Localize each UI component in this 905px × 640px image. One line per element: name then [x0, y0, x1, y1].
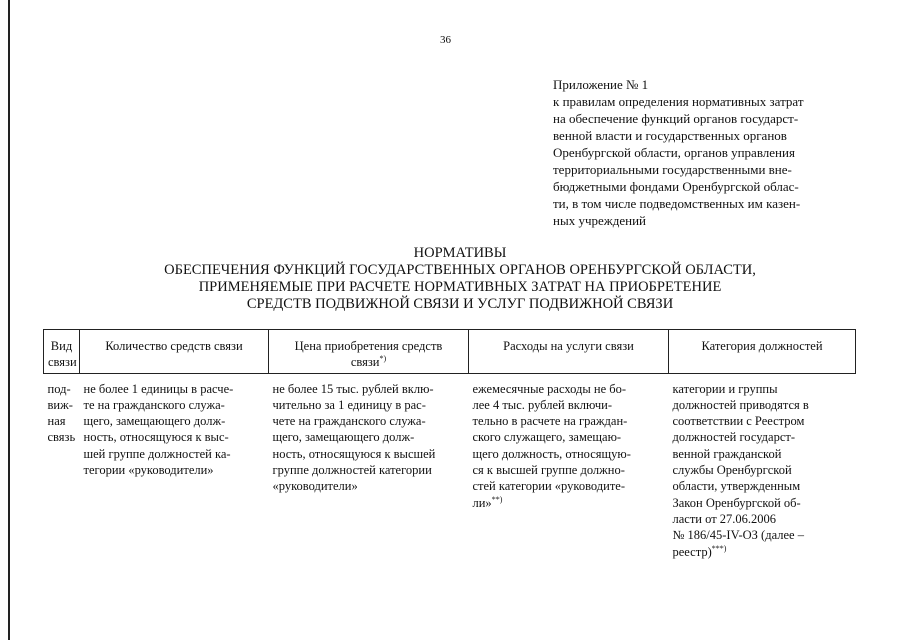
- header-price-line: связи: [350, 355, 380, 370]
- footnote-mark: **): [491, 494, 503, 504]
- appendix-line: ти, в том числе подведомственных им казен-: [553, 196, 801, 211]
- cell-line: тельно в расчете на граждан-: [472, 414, 628, 429]
- header-type-line: Вид: [50, 339, 73, 353]
- title-line: СРЕДСТВ ПОДВИЖНОЙ СВЯЗИ И УСЛУГ ПОДВИЖНОЙ СВЯЗИ: [246, 296, 674, 312]
- cell-line: должностей государст-: [672, 430, 795, 445]
- cell-line: ная: [47, 414, 66, 429]
- cell-line: ность, относящуюся к высшей: [272, 446, 436, 461]
- cell-line: Закон Оренбургской об-: [672, 495, 801, 510]
- appendix-line: территориальными государственными вне-: [553, 162, 792, 177]
- cell-line: не более 1 единицы в расче-: [83, 381, 234, 396]
- cell-line: службы Оренбургской: [672, 463, 792, 478]
- norms-table: [43, 329, 856, 560]
- appendix-line: венной власти и государственных органов: [553, 128, 787, 143]
- table-row: [44, 373, 856, 560]
- cell-line: «руководители»: [272, 479, 358, 494]
- header-price: [269, 330, 469, 374]
- cell-line: ского служащего, замещаю-: [472, 430, 622, 445]
- cell-quantity: [80, 373, 269, 560]
- cell-line: ся к высшей группе должно-: [472, 463, 625, 478]
- table-header-row: [44, 330, 856, 374]
- cell-services: [469, 373, 669, 560]
- title-line: НОРМАТИВЫ: [413, 245, 507, 261]
- appendix-line: ных учреждений: [553, 213, 646, 228]
- cell-line: группе должностей категории: [272, 463, 432, 478]
- cell-line: шей группе должностей ка-: [83, 446, 231, 461]
- appendix-line: Оренбургской области, органов управления: [553, 145, 795, 160]
- header-category: Категория должностей: [669, 330, 856, 374]
- cell-line: связь: [47, 430, 76, 445]
- cell-line: щего, замещающего долж-: [83, 414, 226, 429]
- cell-line: тегории «руководители»: [83, 463, 214, 478]
- cell-type: [44, 373, 80, 560]
- scan-edge-line: [8, 0, 10, 640]
- cell-line: стей категории «руководите-: [472, 479, 626, 494]
- cell-line: соответствии с Реестром: [672, 414, 805, 429]
- footnote-mark: ***): [711, 543, 727, 553]
- document-title: [30, 245, 890, 313]
- cell-price: [269, 373, 469, 560]
- cell-line: чете на гражданского служа-: [272, 414, 426, 429]
- appendix-line: бюджетными фондами Оренбургской облас-: [553, 179, 799, 194]
- cell-category: [669, 373, 856, 560]
- title-line: ОБЕСПЕЧЕНИЯ ФУНКЦИЙ ГОСУДАРСТВЕННЫХ ОРГАНОВ ОРЕНБУРГСКОЙ ОБЛАСТИ,: [164, 262, 756, 278]
- cell-line: те на гражданского служа-: [83, 397, 225, 412]
- cell-line: ность, относящуюся к выс-: [83, 430, 229, 445]
- cell-line: ежемесячные расходы не бо-: [472, 381, 627, 396]
- cell-line: не более 15 тыс. рублей вклю-: [272, 381, 434, 396]
- cell-line: щего, замещающего долж-: [272, 430, 415, 445]
- title-line: ПРИМЕНЯЕМЫЕ ПРИ РАСЧЕТЕ НОРМАТИВНЫХ ЗАТРАТ НА ПРИОБРЕТЕНИЕ: [198, 279, 722, 295]
- appendix-line: к правилам определения нормативных затрат: [553, 94, 804, 109]
- page-number: 36: [440, 34, 451, 46]
- cell-line: лее 4 тыс. рублей включи-: [472, 397, 613, 412]
- header-type-line: связи: [48, 355, 77, 370]
- header-quantity: Количество средств связи: [80, 330, 269, 374]
- header-services: Расходы на услуги связи: [469, 330, 669, 374]
- cell-text: реестр): [672, 544, 712, 559]
- appendix-line: Приложение № 1: [553, 77, 649, 92]
- appendix-note: [553, 76, 853, 229]
- cell-line: должностей приводятся в: [672, 397, 809, 412]
- cell-line: ласти от 27.06.2006: [672, 511, 777, 526]
- cell-line: под-: [47, 381, 71, 396]
- appendix-line: на обеспечение функций органов государст-: [553, 111, 799, 126]
- cell-line: категории и группы: [672, 381, 778, 396]
- cell-line: [473, 495, 665, 511]
- cell-line: [673, 544, 852, 560]
- header-price-line: Цена приобретения средств: [294, 339, 443, 353]
- cell-line: чительно за 1 единицу в рас-: [272, 397, 426, 412]
- footnote-mark: *): [379, 354, 387, 364]
- cell-line: № 186/45-IV-ОЗ (далее –: [672, 528, 804, 543]
- cell-line: щего должность, относящую-: [472, 446, 631, 461]
- header-type: [44, 330, 80, 374]
- cell-line: области, утвержденным: [672, 479, 801, 494]
- cell-line: виж-: [47, 397, 73, 412]
- cell-text: ли»: [472, 495, 492, 510]
- cell-line: венной гражданской: [672, 446, 782, 461]
